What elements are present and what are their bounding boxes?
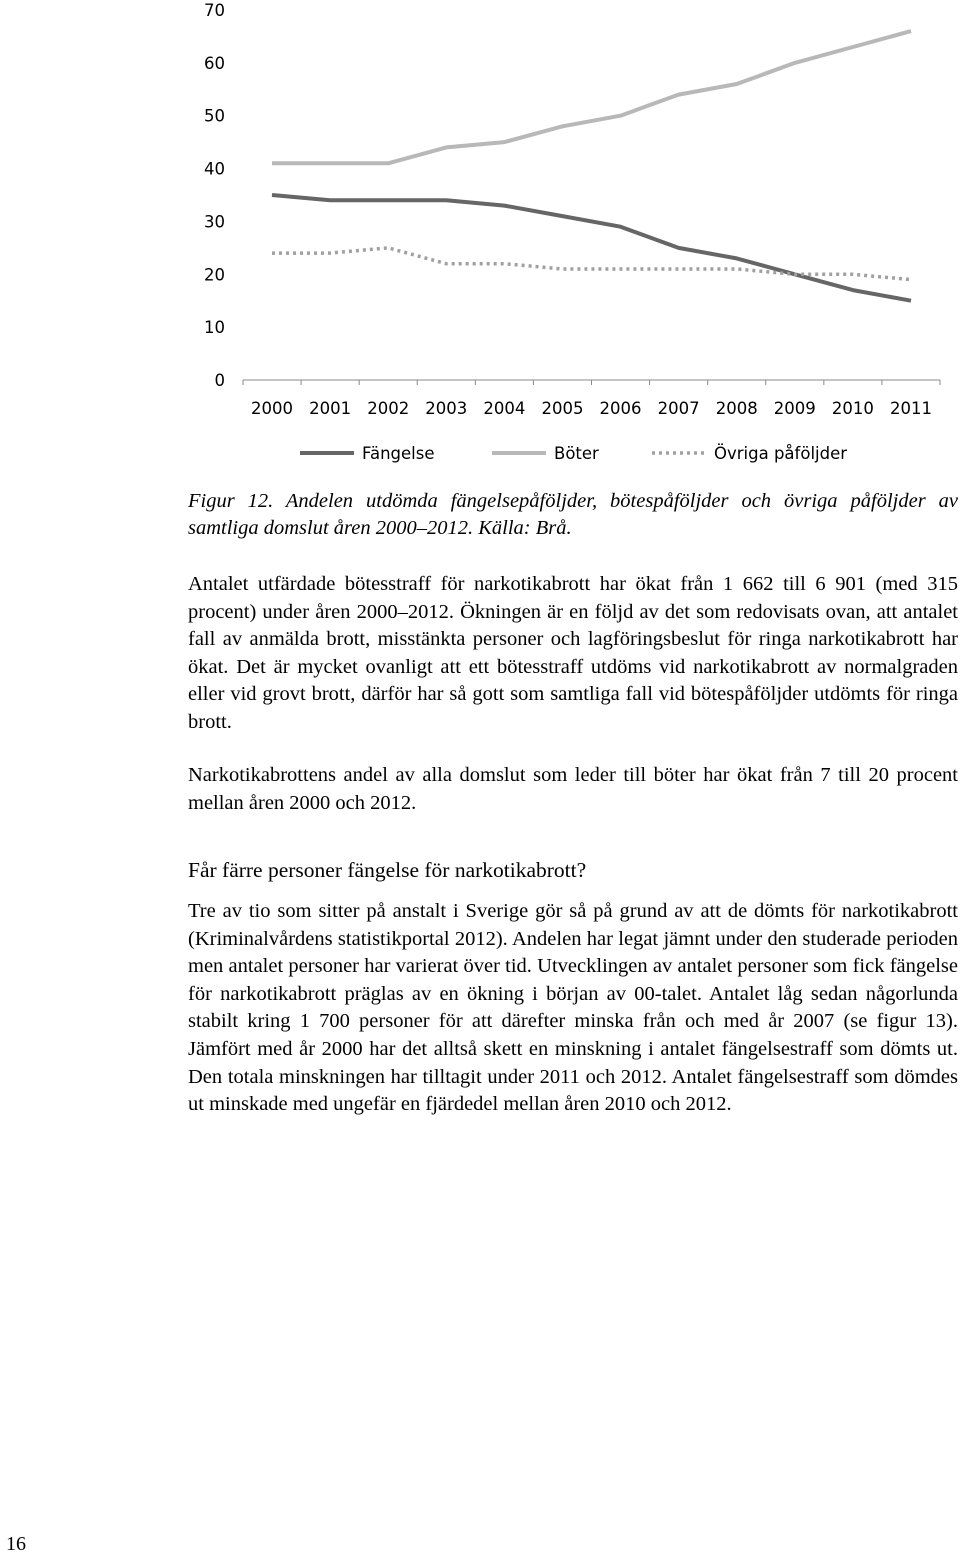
x-tick-label: 2002 <box>367 399 410 418</box>
section-heading: Får färre personer fängelse för narkotikabrott? <box>188 858 587 882</box>
y-tick-label: 10 <box>204 318 225 338</box>
x-tick-label: 2011 <box>889 399 932 418</box>
x-tick-label: 2005 <box>541 399 584 418</box>
body-paragraph-1: Antalet utfärdade bötesstraff för narkotikabrott har ökat från 1 662 till 6 901 (med 315 procent) under åren 2000–2012. Ökningen är en följd av det som redovisats ovan, att antalet fall av anmälda brott, misstänkta personer och lagföringsbeslut för ringa narkotikabrott har ökat. Det är mycket ovanligt att ett bötesstraff utdöms vid narkotikabrott av normalgraden eller vid grovt brott, därför har så gott som samtliga fall vid bötespåföljder utdömts för ringa brott. <box>188 573 958 733</box>
y-tick-label: 40 <box>204 159 225 179</box>
x-tick-label: 2004 <box>483 399 526 418</box>
x-tick-label: 2003 <box>425 399 468 418</box>
x-tick-label: 2009 <box>773 399 816 418</box>
y-tick-label: 30 <box>204 212 225 232</box>
x-tick-label: 2010 <box>831 399 874 418</box>
legend-label: Böter <box>554 444 599 463</box>
series-line-1 <box>272 31 911 163</box>
series-line-0 <box>272 195 911 301</box>
legend-label: Fängelse <box>362 444 435 463</box>
figure-caption: Figur 12. Andelen utdömda fängelsepåföljder, bötespåföljder och övriga påföljder av samtliga domslut åren 2000–2012. Källa: Brå. <box>188 490 958 539</box>
x-tick-label: 2006 <box>599 399 642 418</box>
y-tick-label: 0 <box>214 371 225 390</box>
y-tick-label: 70 <box>204 1 225 20</box>
page-number: 16 <box>6 1533 26 1555</box>
x-tick-label: 2000 <box>251 399 294 418</box>
y-tick-label: 60 <box>204 53 225 73</box>
series-line-2 <box>272 248 911 280</box>
x-tick-label: 2008 <box>715 399 758 418</box>
body-paragraph-3: Tre av tio som sitter på anstalt i Sverige gör så på grund av att de dömts för narkotikabrott (Kriminalvårdens statistikportal 2012). Andelen har legat jämnt under den studerade perioden men antalet personer har varierat över tid. Utvecklingen av antalet personer som fick fängelse för narkotikabrott präglas av en ökning i början av 00-talet. Antalet låg sedan någorlunda stabilt kring 1 700 personer för att därefter minska från och med år 2007 (se figur 13). Jämfört med år 2000 har det alltså skett en minskning i antalet fängelsestraff som dömts ut. Den totala minskningen har tilltagit under 2011 och 2012. Antalet fängelsestraff som dömdes ut minskade med ungefär en fjärdedel mellan åren 2010 och 2012. <box>188 900 958 1116</box>
x-tick-label: 2007 <box>657 399 700 418</box>
body-paragraph-2: Narkotikabrottens andel av alla domslut som leder till böter har ökat från 7 till 20 procent mellan åren 2000 och 2012. <box>188 764 958 814</box>
x-tick-label: 2001 <box>309 399 352 418</box>
y-tick-label: 50 <box>204 106 225 126</box>
y-tick-label: 20 <box>204 265 225 285</box>
legend-label: Övriga påföljder <box>714 444 848 463</box>
line-chart <box>0 0 960 480</box>
